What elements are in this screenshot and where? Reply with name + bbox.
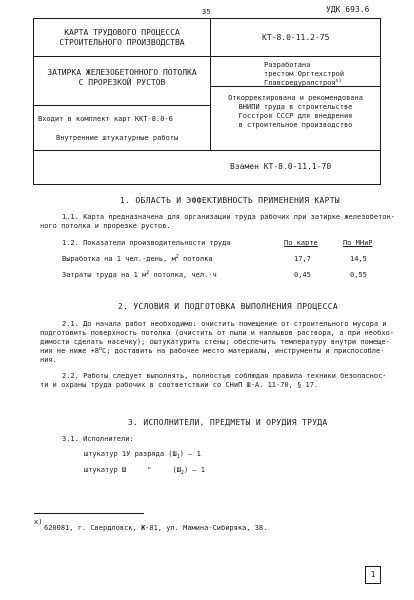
replaces-info: Взамен КТ-8.0-11.1-70 — [230, 162, 332, 171]
row1-tail: потолка — [178, 255, 213, 263]
worker2-tail: ) – 1 — [183, 466, 206, 474]
worker2-label: штукатур Ш " (Ш — [84, 466, 181, 474]
p21-line4 — [40, 347, 384, 357]
row2-card-value: 0,45 — [294, 271, 311, 279]
p21-line3: димости сделать насечку); оштукатурить стены; обеспечить температуру внутри помеще- — [40, 338, 390, 346]
row1-label-text: Выработка на 1 чел.-день, м — [62, 255, 176, 263]
approval-line3: Госстроя СССР для внедрения — [238, 112, 353, 120]
row2-tail: потолка, чел.-ч — [149, 271, 217, 279]
page-box-number: 1 — [365, 566, 381, 584]
card-title-line1: КАРТА ТРУДОВОГО ПРОЦЕССА — [64, 28, 180, 37]
row2-mnir-value: 0,55 — [350, 271, 367, 279]
worker2 — [84, 466, 205, 476]
worker1-tail: ) – 1 — [179, 450, 201, 458]
footnote-text: 620081, г. Свердловск, Ж-81, ул. Мамина-Сибиряка, 38. — [44, 524, 268, 532]
header-row-line-3 — [33, 150, 380, 151]
p11-line2: ного потолка и прорезке рустов. — [40, 222, 171, 230]
worker1-label: штукатур 1У разряда (Ш — [84, 450, 177, 458]
set-info: Входит в комплект карт ККТ-8.0-6 — [38, 115, 173, 123]
card-title-block — [34, 28, 210, 48]
card-code: КТ-8.0-11.2-75 — [262, 33, 330, 42]
p22-line1: 2.2. Работы следует выполнять, полностью соблюдая правила техники безопаснос- — [62, 372, 387, 380]
p21-line5: ния. — [40, 356, 57, 364]
developed-by-line2: трестом Оргтехстрой — [264, 70, 345, 78]
row2-label — [62, 271, 217, 281]
approval-line4: в строительное производство — [238, 121, 353, 129]
footnote-mark-bottom: x) — [34, 518, 43, 526]
worker1 — [84, 450, 201, 460]
footnote-rule — [34, 513, 144, 514]
p22-line2: ти и охраны труда рабочих в соответствии со СНиП Ш-А. 11-70, § 17. — [40, 381, 319, 389]
degree-sup: o — [99, 346, 103, 352]
section1-title: 1. ОБЛАСТЬ И ЭФФЕКТИВНОСТЬ ПРИМЕНЕНИЯ КАРТЫ — [120, 196, 341, 205]
work-title-line2: С ПРОРЕЗКОЙ РУСТОВ — [78, 78, 166, 87]
header-table-divider — [210, 18, 211, 150]
work-title-line1: ЗАТИРКА ЖЕЛЕЗОБЕТОННОГО ПОТОЛКА — [47, 68, 197, 77]
row1-sup: 2 — [175, 254, 179, 260]
p21-line1: 2.1. До начала работ необходимо: очистить помещение от строительного мусора и — [62, 320, 387, 328]
developed-by-org: Главсредуралстроя — [264, 79, 336, 87]
p21-line4-start: ния не ниже +8 — [40, 347, 100, 355]
work-type: Внутренние штукатурные работы — [56, 134, 179, 142]
developed-by-block — [264, 61, 344, 89]
footnote-mark: x) — [335, 78, 342, 84]
row1-card-value: 17,7 — [294, 255, 311, 263]
header-row-line-1 — [33, 56, 380, 57]
row1-label — [62, 255, 213, 265]
row2-sup: 2 — [146, 270, 150, 276]
p21-line4-end: С; доставить на рабочее место материалы, инструменты и приспособле- — [102, 347, 385, 355]
col-card-header: По карте — [284, 239, 318, 247]
card-title-line2: СТРОИТЕЛЬНОГО ПРОИЗВОДСТВА — [59, 38, 185, 47]
developed-by-line1: Разработана — [264, 61, 311, 69]
page-number: 35 — [202, 8, 211, 16]
section3-title: 3. ИСПОЛНИТЕЛИ, ПРЕДМЕТЫ И ОРУДИЯ ТРУДА — [128, 418, 328, 427]
header-row-line-2-left — [33, 105, 210, 106]
col-mnir-header: По МНиР — [343, 239, 373, 247]
row2-label-text: Затраты труда на 1 м — [62, 271, 147, 279]
row1-mnir-value: 14,5 — [350, 255, 367, 263]
p31-label: 3.1. Исполнители: — [62, 435, 134, 443]
worker2-sub: 2 — [180, 470, 184, 476]
work-title-block — [34, 68, 210, 88]
p11-line1: 1.1. Карта предназначена для организации труда рабочих при затирке железобетон- — [62, 213, 395, 221]
worker1-sub: 1 — [176, 454, 180, 460]
approval-line2: ВНИПИ труда в строительстве — [238, 103, 353, 111]
p12-label: 1.2. Показатели производительности труда — [62, 239, 231, 247]
section2-title: 2. УСЛОВИЯ И ПОДГОТОВКА ВЫПОЛНЕНИЯ ПРОЦЕССА — [118, 302, 339, 311]
p21-line2: подготовить поверхность потолка (очистить от пыли и наплывов раствора, а при необхо- — [40, 329, 395, 337]
approval-line1: Откорректирована и рекомендована — [228, 94, 363, 102]
developed-by-line3 — [264, 79, 344, 89]
approval-block — [211, 94, 380, 130]
udk-code: УДК 693.6 — [326, 5, 370, 14]
